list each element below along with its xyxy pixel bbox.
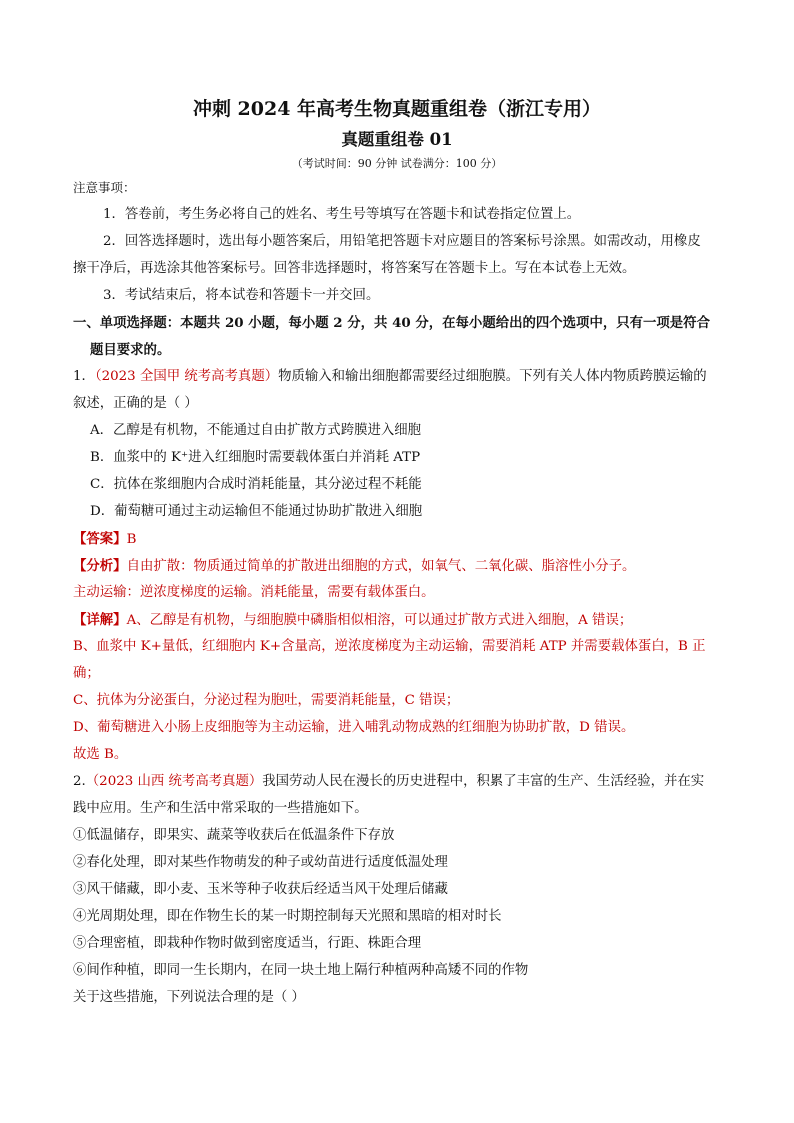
q2-question: 关于这些措施，下列说法合理的是（ ） (73, 990, 305, 1005)
section-heading-cont: 题目要求的。 (90, 342, 171, 358)
exam-info: （考试时间：90 分钟 试卷满分：100 分） (291, 157, 503, 170)
detail-tag: 【详解】 (73, 612, 127, 628)
q2-stem-text: 我国劳动人民在漫长的历史进程中，积累了丰富的生产、生活经验，并在实 (262, 774, 705, 789)
answer-tag: 【答案】 (73, 531, 127, 547)
q2-item-2: ②春化处理，即对某些作物萌发的种子或幼苗进行适度低温处理 (73, 855, 448, 870)
q2-number: 2. (73, 774, 86, 789)
q1-stem-text: 物质输入和输出细胞都需要经过细胞膜。下列有关人体内物质跨膜运输的 (278, 369, 707, 384)
analysis-text-1: 自由扩散：物质通过简单的扩散进出细胞的方式，如氧气、二氧化碳、脂溶性小分子。 (126, 559, 636, 574)
exam-title: 冲刺 2024 年高考生物真题重组卷（浙江专用） (192, 98, 602, 120)
q2-source: （2023 山西 统考高考真题） (85, 774, 263, 789)
exam-subtitle: 真题重组卷 01 (341, 130, 453, 149)
section-heading: 一、单项选择题：本题共 20 小题，每小题 2 分，共 40 分，在每小题给出的四个选项中，只有一项是符合 (73, 315, 710, 331)
detail-c: C、抗体为分泌蛋白，分泌过程为胞吐，需要消耗能量，C 错误； (73, 693, 460, 708)
q1-option-b: B．血浆中的 K⁺进入红细胞时需要载体蛋白并消耗 ATP (90, 450, 421, 465)
q2-item-4: ④光周期处理，即在作物生长的某一时期控制每天光照和黑暗的相对时长 (73, 909, 502, 924)
q1-stem-cont: 叙述，正确的是（ ） (73, 396, 198, 411)
q2-item-3: ③风干储藏，即小麦、玉米等种子收获后经适当风干处理后储藏 (73, 882, 448, 897)
notice-heading: 注意事项： (73, 180, 136, 195)
detail-d: D、葡萄糖进入小肠上皮细胞等为主动运输，进入哺乳动物成熟的红细胞为协助扩散，D 错误。 (73, 720, 635, 735)
q2-item-5: ⑤合理密植，即栽种作物时做到密度适当，行距、株距合理 (73, 936, 422, 951)
analysis-tag: 【分析】 (73, 558, 127, 574)
q2-stem (73, 772, 704, 792)
q1-stem (73, 367, 707, 387)
analysis-text-2: 主动运输：逆浓度梯度的运输。消耗能量，需要有载体蛋白。 (73, 585, 435, 600)
q1-answer (73, 529, 136, 550)
q1-number: 1． (73, 369, 95, 384)
notice-item-3: 3．考试结束后，将本试卷和答题卡一并交回。 (103, 288, 380, 303)
detail-b: B、血浆中 K+量低，红细胞内 K+含量高，逆浓度梯度为主动运输，需要消耗 ATP 并需要载体蛋白，B 正 (73, 639, 706, 654)
q2-stem-cont: 践中应用。生产和生活中常采取的一些措施如下。 (73, 801, 368, 816)
q1-analysis (73, 556, 635, 577)
detail-a: A、乙醇是有机物，与细胞膜中磷脂相似相溶，可以通过扩散方式进入细胞，A 错误； (126, 613, 633, 628)
notice-item-2: 2．回答选择题时，选出每小题答案后，用铅笔把答题卡对应题目的答案标号涂黑。如需改动，用橡皮 (103, 234, 701, 249)
q1-option-c: C．抗体在浆细胞内合成时消耗能量，其分泌过程不耗能 (90, 477, 422, 492)
notice-item-1: 1．答卷前，考生务必将自己的姓名、考生号等填写在答题卡和试卷指定位置上。 (103, 207, 581, 222)
q1-conclusion: 故选 B。 (73, 747, 128, 762)
notice-item-2-cont: 擦干净后，再选涂其他答案标号。回答非选择题时，将答案写在答题卡上。写在本试卷上无效。 (73, 261, 636, 276)
q2-item-1: ①低温储存，即果实、蔬菜等收获后在低温条件下存放 (73, 828, 395, 843)
q1-source: （2023 全国甲 统考高考真题） (94, 369, 279, 384)
q1-option-a: A．乙醇是有机物，不能通过自由扩散方式跨膜进入细胞 (90, 423, 422, 438)
q1-option-d: D．葡萄糖可通过主动运输但不能通过协助扩散进入细胞 (90, 504, 423, 519)
detail-b-cont: 确； (73, 666, 100, 681)
answer-value: B (126, 532, 137, 547)
q1-detail (73, 610, 632, 631)
q2-item-6: ⑥间作种植，即同一生长期内，在同一块土地上隔行种植两种高矮不同的作物 (73, 963, 529, 978)
